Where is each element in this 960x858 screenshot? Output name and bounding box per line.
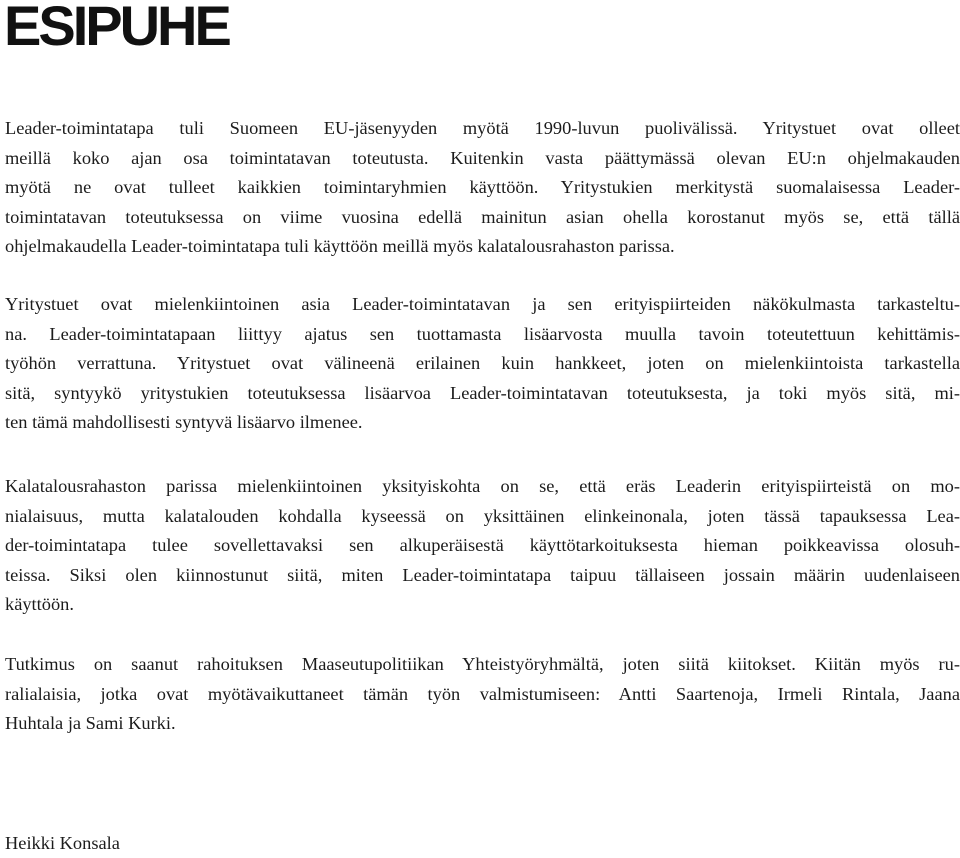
page-title: ESIPUHE [4,0,229,57]
paragraph-2-line-5: ten tämä mahdollisesti syntyvä lisäarvo ilmenee. [5,412,363,432]
paragraph-1-line-4: toimintatavan toteutuksessa on viime vuosina edellä mainitun asian ohella korostanut myös se, että tällä [5,206,960,227]
paragraph-3-line-2: nialaisuus, mutta kalatalouden kohdalla kyseessä on yksittäinen elinkeinonala, joten tässä tapauksessa Lea- [5,505,960,526]
paragraph-3-line-5: käyttöön. [5,594,74,614]
paragraph-2-line-1: Yritystuet ovat mielenkiintoinen asia Leader-toimintatavan ja sen erityispiirteiden näkökulmasta tarkasteltu- [5,294,960,314]
paragraph-1-line-1: Leader-toimintatapa tuli Suomeen EU-jäsenyyden myötä 1990-luvun puolivälissä. Yritystuet ovat olleet [5,118,960,138]
paragraph-4-line-1: Tutkimus on saanut rahoituksen Maaseutupolitiikan Yhteistyöryhmältä, joten siitä kiitokset. Kiitän myös ru- [5,654,960,674]
paragraph-2 [5,290,960,438]
paragraph-2-line-4: sitä, syntyykö yritystukien toteutuksessa lisäarvoa Leader-toimintatavan toteutuksesta, ja toki myös sitä, mi- [5,382,960,403]
paragraph-3-line-4: teissa. Siksi olen kiinnostunut siitä, miten Leader-toimintatapa taipuu tällaiseen jossain määrin uudenlaiseen [5,564,960,585]
paragraph-4-line-2: ralialaisia, jotka ovat myötävaikuttaneet tämän työn valmistumiseen: Antti Saartenoja, Irmeli Rintala, Jaana [5,683,960,704]
paragraph-4-line-3: Huhtala ja Sami Kurki. [5,713,176,733]
paragraph-1 [5,114,960,262]
paragraph-3-line-3: der-toimintatapa tulee sovellettavaksi sen alkuperäisestä käyttötarkoituksesta hieman poikkeavissa olosuh- [5,535,960,555]
author-signature: Heikki Konsala [5,833,120,853]
paragraph-2-line-2: na. Leader-toimintatapaan liittyy ajatus sen tuottamasta lisäarvosta muulla tavoin toteutettuun kehittämis- [5,323,960,344]
paragraph-1-line-3: myötä ne ovat tulleet kaikkien toimintaryhmien käyttöön. Yritystukien merkitystä suomalaisessa Leader- [5,177,960,197]
paragraph-3 [5,472,960,620]
paragraph-1-line-2: meillä koko ajan osa toimintatavan toteutusta. Kuitenkin vasta päättymässä olevan EU:n ohjelmakauden [5,147,960,168]
paragraph-4 [5,650,960,739]
paragraph-2-line-3: työhön verrattuna. Yritystuet ovat välineenä erilainen kuin hankkeet, joten on mielenkiintoista tarkastella [5,353,960,373]
paragraph-3-line-1: Kalatalousrahaston parissa mielenkiintoinen yksityiskohta on se, että eräs Leaderin erityispiirteistä on mo- [5,476,960,496]
paragraph-1-line-5: ohjelmakaudella Leader-toimintatapa tuli käyttöön meillä myös kalatalousrahaston parissa. [5,236,675,256]
